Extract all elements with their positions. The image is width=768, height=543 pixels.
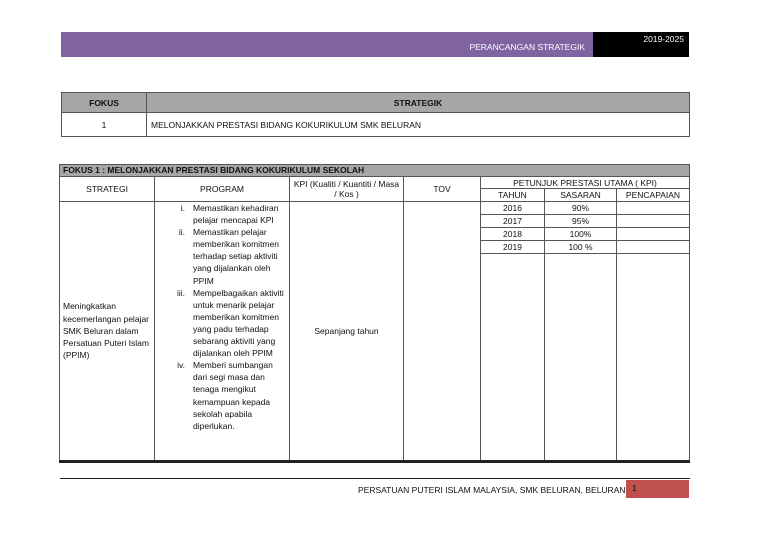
empty-target-cell (545, 254, 617, 462)
fokus-header: FOKUS (62, 93, 147, 113)
strategi-header: STRATEGI (60, 177, 155, 202)
strategik-text: MELONJAKKAN PRESTASI BIDANG KOKURIKULUM SMK BELURAN (147, 113, 690, 137)
page-number: 1 (632, 483, 637, 493)
footer-rule (60, 478, 690, 479)
fokus-number: 1 (62, 113, 147, 137)
target-year: 2017 (481, 215, 545, 228)
kpi-cell: Sepanjang tahun (290, 202, 404, 462)
page-number-box (626, 480, 689, 498)
footer-text: PERSATUAN PUTERI ISLAM MALAYSIA, SMK BELURAN, BELURAN (358, 485, 626, 495)
target-year: 2016 (481, 202, 545, 215)
program-cell (155, 202, 290, 462)
target-value: 90% (545, 202, 617, 215)
target-year: 2019 (481, 241, 545, 254)
achievement-cell (617, 241, 690, 254)
strategi-cell: Meningkatkan kecemerlangan pelajar SMK Beluran dalam Persatuan Puteri Islam (PPIM) (60, 202, 155, 462)
program-item (155, 226, 289, 286)
program-item (155, 359, 289, 432)
summary-table (61, 92, 690, 137)
year-box (593, 32, 689, 57)
strategik-header: STRATEGIK (147, 93, 690, 113)
program-item-number: iv. (177, 360, 185, 371)
year-range: 2019-2025 (643, 34, 684, 44)
program-item-text: Memastikan kehadiran pelajar mencapai KPI (193, 203, 279, 226)
focus-title: FOKUS 1 : MELONJAKKAN PRESTASI BIDANG KOKURIKULUM SEKOLAH (60, 165, 690, 177)
focus-table (59, 164, 690, 463)
target-value: 95% (545, 215, 617, 228)
program-item-text: Mempelbagaikan aktiviti untuk menarik pelajar memberikan komitmen yang padu terhadap sebarang aktiviti yang dijalankan oleh PPIM (193, 287, 284, 359)
program-item-number: i. (180, 203, 185, 213)
sasaran-header: SASARAN (545, 189, 617, 202)
kpi-header: KPI (Kualiti / Kuantiti / Masa / Kos ) (290, 177, 404, 202)
program-item-text: Memberi sumbangan dari segi masa dan tenaga mengikut kemampuan kepada sekolah apabila diperlukan. (193, 360, 273, 431)
header-band (61, 32, 593, 57)
achievement-cell (617, 228, 690, 241)
program-header: PROGRAM (155, 177, 290, 202)
program-item-text: Memastikan pelajar memberikan komitmen terhadap setiap aktiviti yang dijalankan oleh PPIM (193, 227, 279, 286)
target-value: 100 % (545, 241, 617, 254)
petunjuk-header: PETUNJUK PRESTASI UTAMA ( KPI) (481, 177, 690, 189)
achievement-cell (617, 202, 690, 215)
program-item-number: ii. (178, 227, 185, 238)
program-list (155, 202, 289, 432)
empty-year-cell (481, 254, 545, 462)
program-item (155, 287, 289, 360)
achievement-cell (617, 215, 690, 228)
program-item-number: iii. (176, 287, 185, 298)
tov-cell (404, 202, 481, 462)
empty-achievement-cell (617, 254, 690, 462)
tov-header: TOV (404, 177, 481, 202)
program-item (155, 202, 289, 226)
target-value: 100% (545, 228, 617, 241)
tahun-header: TAHUN (481, 189, 545, 202)
target-year: 2018 (481, 228, 545, 241)
document-title: PERANCANGAN STRATEGIK (469, 42, 585, 52)
pencapaian-header: PENCAPAIAN (617, 189, 690, 202)
